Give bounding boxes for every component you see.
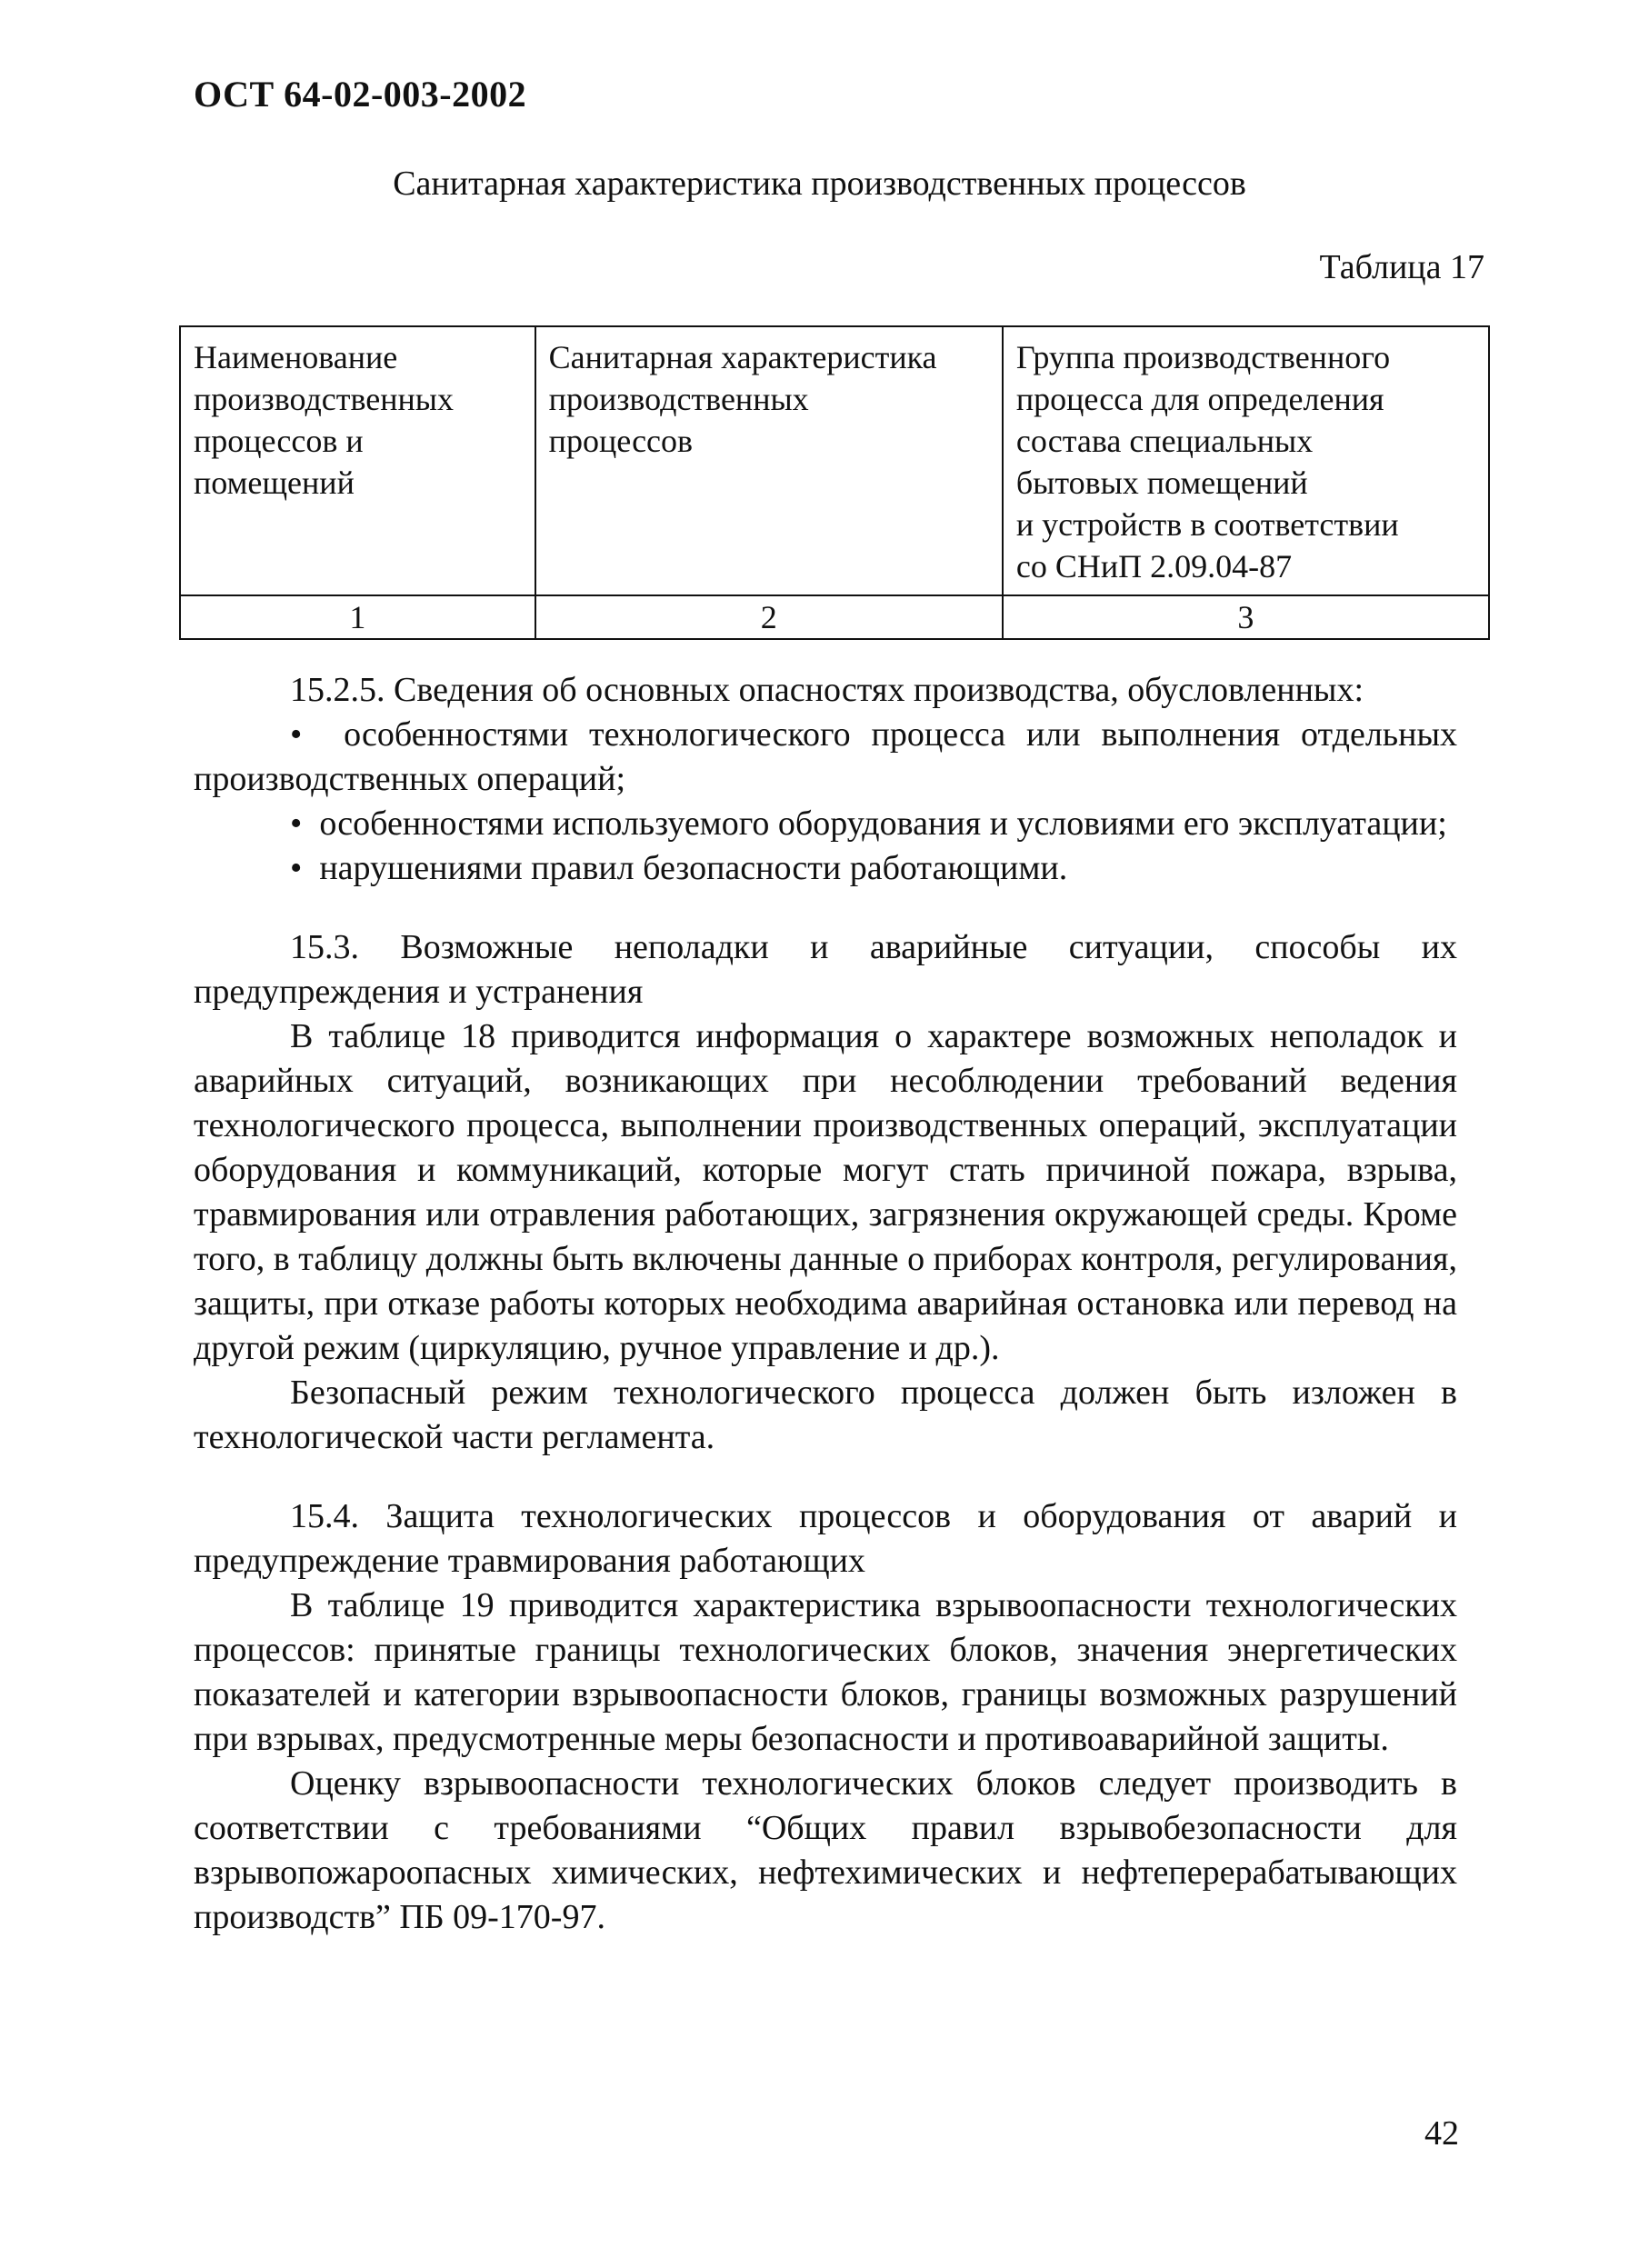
column-number-2: 2 [535, 595, 1003, 639]
table-header-cell [535, 326, 1003, 589]
section-15-4-heading: 15.4. Защита технологических процессов и оборудования от аварий и предупреждение травмирования работающих [194, 1497, 1457, 1580]
column-number-3: 3 [1003, 595, 1489, 639]
bullet-item [194, 802, 1457, 846]
section-15-2-5 [194, 668, 1457, 1940]
section-15-2-5-intro: 15.2.5. Сведения об основных опасностях производства, обусловленных: [290, 671, 1364, 709]
bullet-item [194, 713, 1457, 802]
column-number-row [180, 595, 1489, 639]
column-2-header: Санитарная характеристика производственных процессов [548, 339, 937, 459]
bullet-dot-icon: • [290, 715, 345, 754]
column-number-1: 1 [180, 595, 535, 639]
table-divider-row [180, 589, 1489, 595]
divider-cell [1003, 589, 1489, 595]
table-header-cell [180, 326, 535, 589]
document-code: ОСТ 64-02-003-2002 [194, 74, 527, 115]
bullet-text: нарушениями правил безопасности работающими. [319, 849, 1068, 887]
section-15-3-paragraph: Безопасный режим технологического процесса должен быть изложен в технологической части регламента. [194, 1374, 1457, 1456]
table-header-cell [1003, 326, 1489, 589]
section-15-4-paragraph: Оценку взрывоопасности технологических блоков следует производить в соответствии с требованиями “Общих правил взрывобезопасности для взрывопожароопасных химических, нефтехимических и нефтеперерабатывающих производств” ПБ 09-170-97. [194, 1764, 1457, 1936]
bullet-text: особенностями технологического процесса или выполнения отдельных производственных операций; [194, 715, 1457, 798]
divider-cell [180, 589, 535, 595]
table-title: Санитарная характеристика производственных процессов [393, 165, 1246, 203]
table-number-label: Таблица 17 [1319, 248, 1484, 286]
section-15-4-paragraph: В таблице 19 приводится характеристика взрывоопасности технологических процессов: принятые границы технологических блоков, значения энергетических показателей и категории взрывоопасности блоков, границы возможных разрушений при взрывах, предусмотренные меры безопасности и противоаварийной защиты. [194, 1586, 1457, 1758]
divider-cell [535, 589, 1003, 595]
section-15-3-heading: 15.3. Возможные неполадки и аварийные ситуации, способы их предупреждения и устранения [194, 928, 1457, 1011]
table-header-row [180, 326, 1489, 589]
section-15-3-paragraph: В таблице 18 приводится информация о характере возможных неполадок и аварийных ситуаций, возникающих при несоблюдении требований ведения технологического процесса, выполнении производственных операций, эксплуатации оборудования и коммуникаций, которые могут стать причиной пожара, взрыва, травмирования или отравления работающих, загрязнения окружающей среды. Кроме того, в таблицу должны быть включены данные о приборах контроля, регулирования, защиты, при отказе работы которых необходима аварийная остановка или перевод на другой режим (циркуляцию, ручное управление и др.). [194, 1017, 1457, 1367]
column-3-header: Группа производственного процесса для определения состава специальных бытовых помещений и устройств в соответствии со СНиП 2.09.04-87 [1015, 339, 1399, 584]
bullet-dot-icon: • [290, 849, 320, 887]
bullet-dot-icon: • [290, 804, 320, 843]
page-number: 42 [1424, 2114, 1459, 2153]
sanitary-characteristics-table [179, 325, 1490, 640]
column-1-header: Наименование производственных процессов и помещений [194, 339, 454, 501]
bullet-text: особенностями используемого оборудования и условиями его эксплуатации; [319, 804, 1447, 843]
bullet-item [194, 846, 1457, 891]
